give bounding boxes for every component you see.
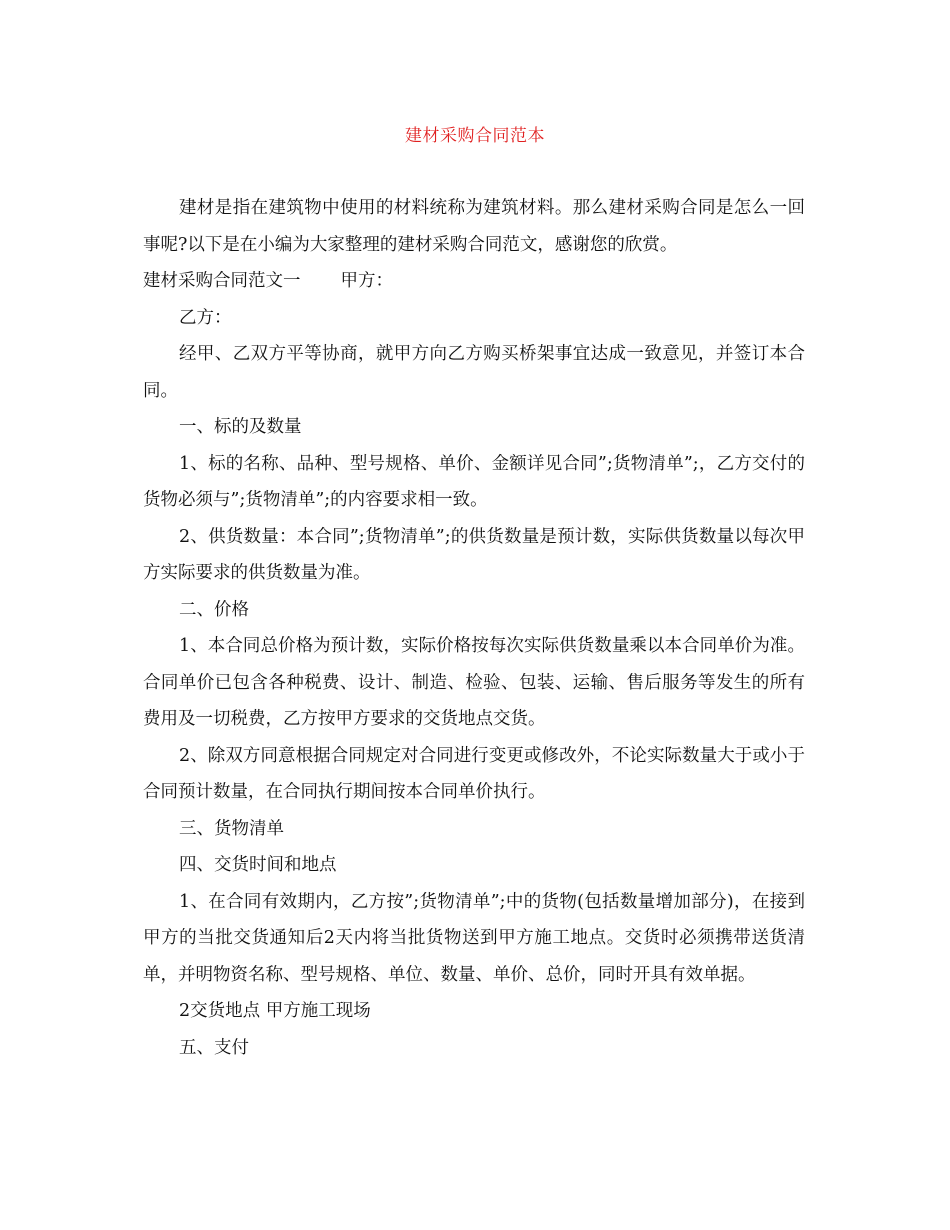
clause-4-2: 2交货地点 甲方施工现场 <box>179 1001 371 1021</box>
clause-2-1: 1、本合同总价格为预计数，实际价格按每次实际供货数量乘以本合同单价为准。合同单价已包含各种税费、设计、制造、检验、包装、运输、售后服务等发生的所有费用及一切税费，乙方按甲方要求的交货地点交货。 <box>143 636 805 729</box>
clause-4-1: 1、在合同有效期内，乙方按”;货物清单”;中的货物(包括数量增加部分)，在接到甲方的当批交货通知后2天内将当批货物送到甲方施工地点。交货时必须携带送货清单，并明物资名称、型号规格、单位、数量、单价、总价，同时开具有效单据。 <box>143 891 805 985</box>
document-body <box>143 190 805 1066</box>
clause-1-2: 2、供货数量：本合同”;货物清单”;的供货数量是预计数，实际供货数量以每次甲方实际要求的供货数量为准。 <box>143 526 805 583</box>
agreement-paragraph: 经甲、乙双方平等协商，就甲方向乙方购买桥架事宜达成一致意见，并签订本合同。 <box>143 344 805 401</box>
clause-2-2: 2、除双方同意根据合同规定对合同进行变更或修改外，不论实际数量大于或小于合同预计数量，在合同执行期间按本合同单价执行。 <box>143 745 805 802</box>
clause-1-1: 1、标的名称、品种、型号规格、单价、金额详见合同”;货物清单”;，乙方交付的货物必须与”;货物清单”;的内容要求相一致。 <box>143 453 805 510</box>
party-b-line: 乙方： <box>179 307 232 328</box>
section-heading-1: 一、标的及数量 <box>179 417 302 437</box>
section-heading-2: 二、价格 <box>179 599 249 620</box>
party-a-label: 甲方： <box>340 271 393 291</box>
document-title: 建材采购合同范本 <box>405 126 545 146</box>
sample-label: 建材采购合同范文一 <box>143 271 301 291</box>
intro-paragraph: 建材是指在建筑物中使用的材料统称为建筑材料。那么建材采购合同是怎么一回事呢?以下是在小编为大家整理的建材采购合同范文，感谢您的欣赏。 <box>143 198 805 255</box>
section-heading-3: 三、货物清单 <box>179 818 284 839</box>
section-heading-5: 五、支付 <box>179 1037 249 1058</box>
section-heading-4: 四、交货时间和地点 <box>179 855 337 875</box>
section-heading-line <box>143 263 805 300</box>
